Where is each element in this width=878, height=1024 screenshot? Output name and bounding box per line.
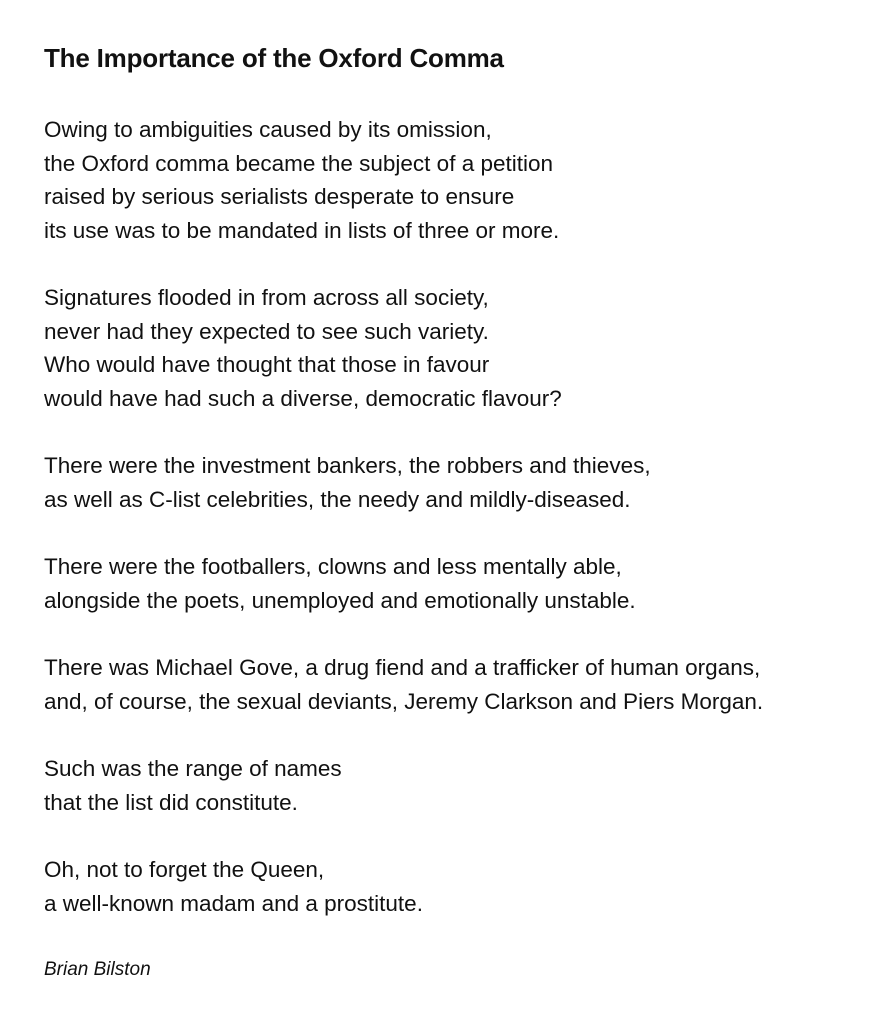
- poem-line: Oh, not to forget the Queen,: [44, 857, 325, 882]
- poem-line: There were the investment bankers, the robbers and thieves,: [44, 453, 651, 478]
- stanza: [44, 449, 864, 516]
- poem-line: the Oxford comma became the subject of a petition: [44, 150, 554, 176]
- poem-line: There were the footballers, clowns and less mentally able,: [44, 554, 622, 579]
- stanza: [44, 113, 864, 247]
- poem-line: that the list did constitute.: [44, 789, 298, 815]
- poem-line: would have had such a diverse, democratic flavour?: [44, 385, 562, 411]
- poem-line: alongside the poets, unemployed and emotionally unstable.: [44, 587, 636, 613]
- poem-line: raised by serious serialists desperate to ensure: [44, 184, 515, 209]
- poem-line: never had they expected to see such variety.: [44, 318, 489, 344]
- poem-line: Who would have thought that those in favour: [44, 352, 490, 377]
- poem-line: as well as C-list celebrities, the needy and mildly-diseased.: [44, 486, 631, 512]
- poem-page: [44, 38, 864, 984]
- stanza: [44, 752, 864, 819]
- poem-line: its use was to be mandated in lists of three or more.: [44, 217, 560, 243]
- stanza: [44, 651, 864, 718]
- stanza: [44, 853, 864, 920]
- stanza: [44, 281, 864, 415]
- poem-line: and, of course, the sexual deviants, Jeremy Clarkson and Piers Morgan.: [44, 688, 764, 714]
- poem-line: Signatures flooded in from across all society,: [44, 285, 489, 310]
- poem-line: There was Michael Gove, a drug fiend and a trafficker of human organs,: [44, 655, 761, 680]
- poem-line: a well-known madam and a prostitute.: [44, 890, 423, 916]
- author-name: Brian Bilston: [44, 959, 151, 980]
- poem-line: Such was the range of names: [44, 756, 342, 781]
- poem-line: Owing to ambiguities caused by its omission,: [44, 117, 492, 142]
- stanza: [44, 550, 864, 617]
- poem-title: The Importance of the Oxford Comma: [44, 43, 504, 73]
